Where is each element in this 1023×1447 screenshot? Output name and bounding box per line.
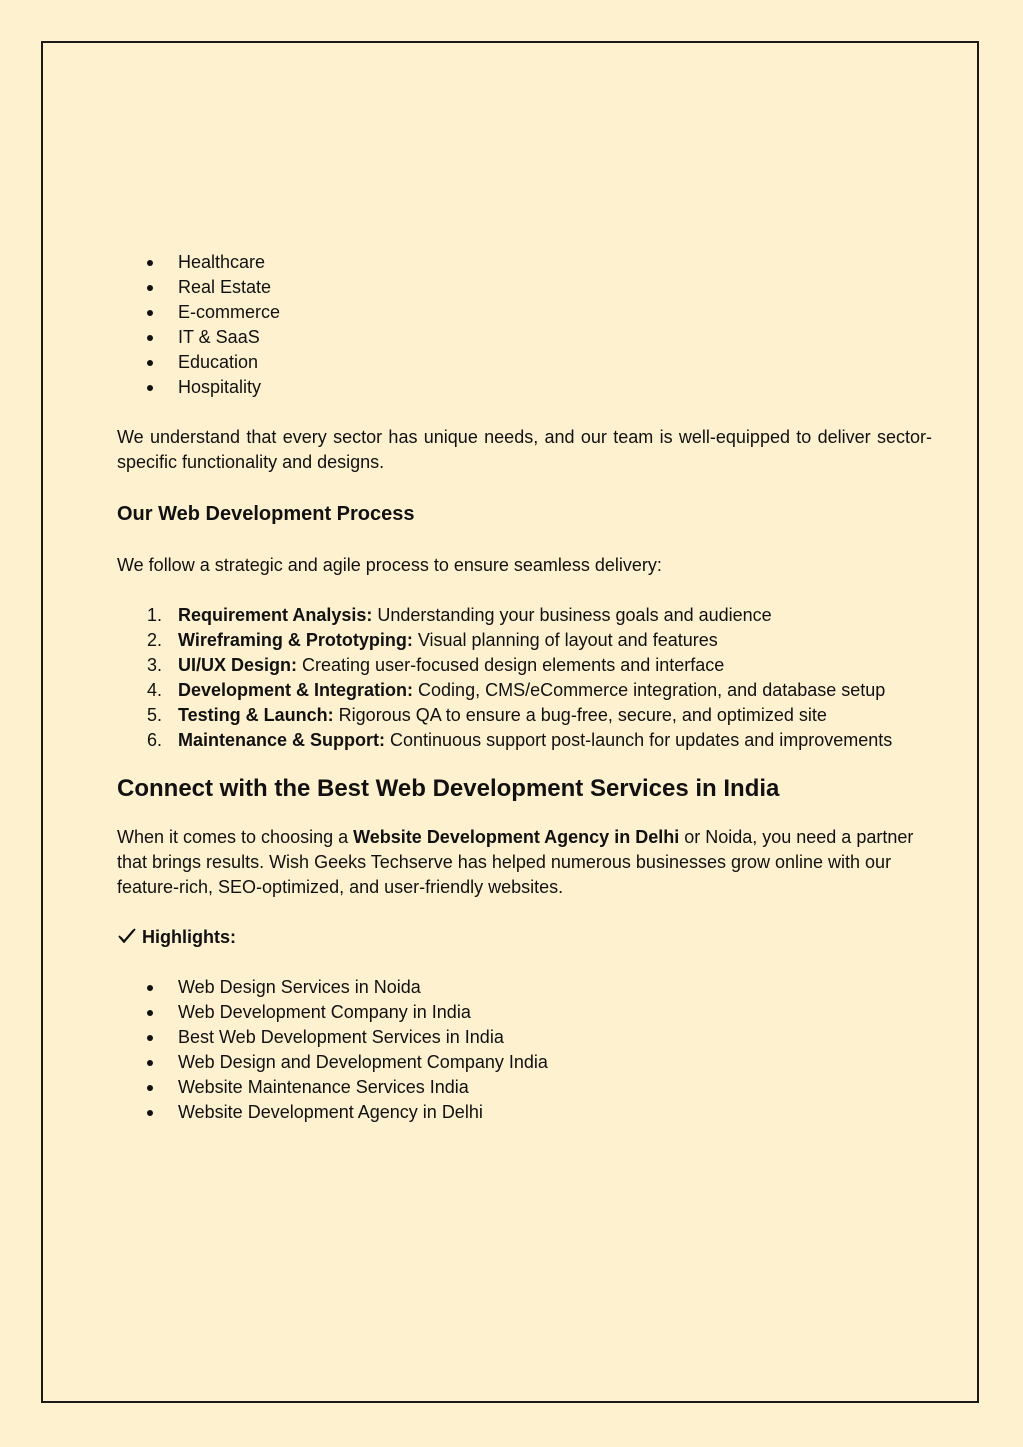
step-title: UI/UX Design: [178,655,298,675]
step-text: Creating user-focused design elements and interface [297,655,725,675]
step-number: 2. [147,630,163,650]
step-text: Coding, CMS/eCommerce integration, and database setup [413,680,886,700]
step-title: Testing & Launch: [178,705,334,725]
step-text: Rigorous QA to ensure a bug-free, secure, and optimized site [333,705,827,725]
sector-paragraph: We understand that every sector has unique needs, and our team is well-equipped to deliver sector-specific functionality and designs. [117,427,932,472]
connect-text-before: When it comes to choosing a [117,827,354,847]
list-item: Website Development Agency in Delhi [117,1100,932,1125]
connect-heading: Connect with the Best Web Development Services in India [117,775,780,802]
check-mark-icon [117,927,137,945]
step-text: Visual planning of layout and features [412,630,718,650]
step-title: Wireframing & Prototyping: [178,630,413,650]
highlights-heading [117,925,932,950]
process-heading: Our Web Development Process [117,503,415,525]
step-number: 1. [147,605,163,625]
list-item: Website Maintenance Services India [117,1075,932,1100]
step-text: Understanding your business goals and audience [372,605,772,625]
highlights-list [117,975,932,1125]
document-body [117,250,932,1125]
connect-bold-text: Website Development Agency in Delhi [353,827,680,847]
industries-list [117,250,932,400]
connect-text-after: or Noida, you need a partner that brings results. Wish Geeks Techserve has helped numerous businesses grow online with our feature-rich, SEO-optimized, and user-friendly websites. [117,827,914,897]
list-item: Web Design Services in Noida [117,975,932,1000]
step-title: Maintenance & Support: [178,730,386,750]
list-item: Best Web Development Services in India [117,1025,932,1050]
step-number: 4. [147,680,163,700]
step-title: Development & Integration: [178,680,414,700]
process-steps-list [117,603,932,753]
list-item: E-commerce [117,300,932,325]
list-item: Hospitality [117,375,932,400]
step-number: 6. [147,730,163,750]
process-intro: We follow a strategic and agile process to ensure seamless delivery: [117,555,662,575]
step-text: Continuous support post-launch for updates and improvements [385,730,893,750]
list-item: Real Estate [117,275,932,300]
list-item [117,653,932,678]
list-item [117,678,932,703]
list-item [117,728,932,753]
list-item: Web Development Company in India [117,1000,932,1025]
list-item: Web Design and Development Company India [117,1050,932,1075]
highlights-label: Highlights: [142,927,236,947]
step-number: 3. [147,655,163,675]
step-number: 5. [147,705,163,725]
list-item: Healthcare [117,250,932,275]
list-item: Education [117,350,932,375]
list-item [117,703,932,728]
step-title: Requirement Analysis: [178,605,373,625]
list-item [117,603,932,628]
connect-paragraph [117,825,932,900]
list-item [117,628,932,653]
list-item: IT & SaaS [117,325,932,350]
